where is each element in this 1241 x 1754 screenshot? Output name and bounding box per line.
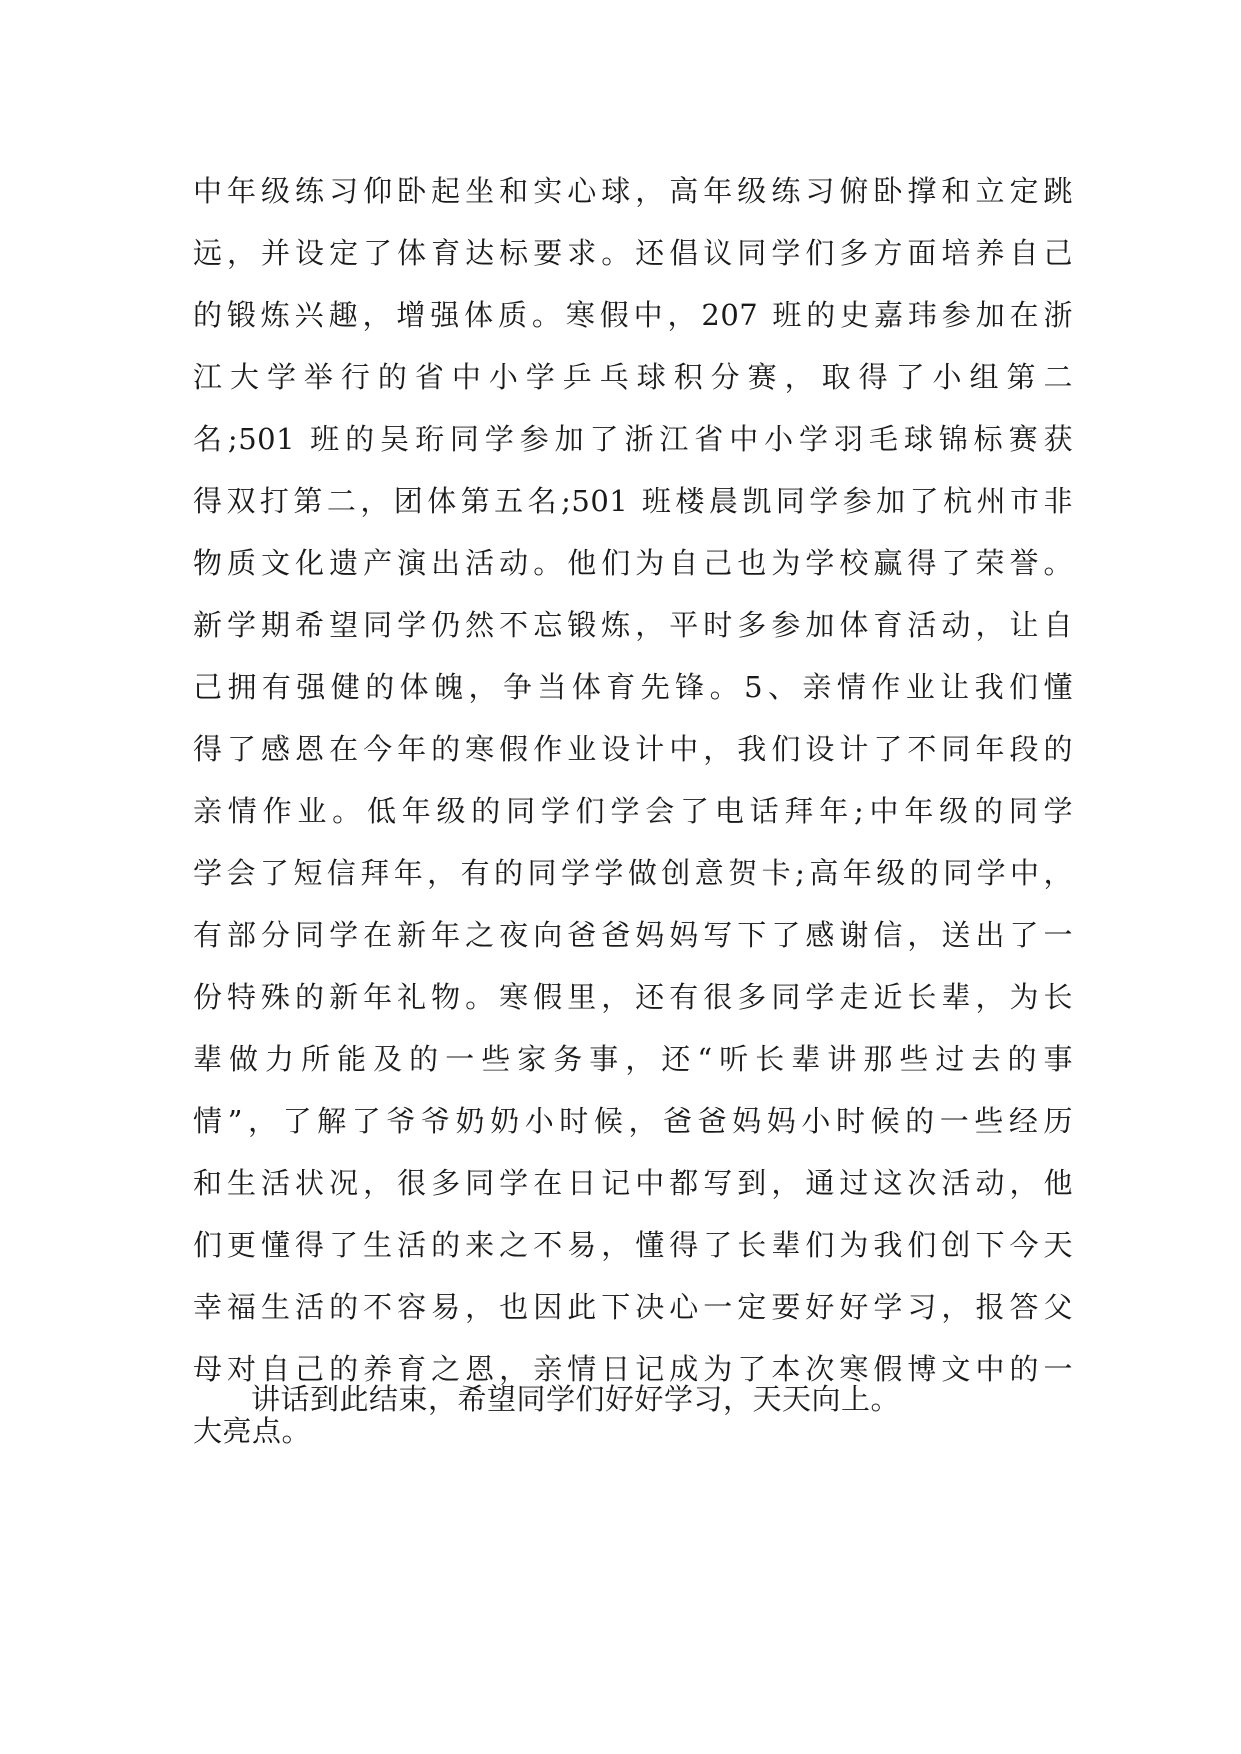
text-line: 有部分同学在新年之夜向爸爸妈妈写下了感谢信，送出了一 bbox=[193, 918, 1073, 952]
text-line: 和生活状况，很多同学在日记中都写到，通过这次活动，他 bbox=[193, 1166, 1073, 1200]
text-line: 幸福生活的不容易，也因此下决心一定要好好学习，报答父 bbox=[193, 1290, 1073, 1324]
text-line: 中年级练习仰卧起坐和实心球，高年级练习俯卧撑和立定跳 bbox=[193, 174, 1073, 208]
text-line: 亲情作业。低年级的同学们学会了电话拜年;中年级的同学 bbox=[193, 794, 1073, 828]
text-line: 远，并设定了体育达标要求。还倡议同学们多方面培养自己 bbox=[193, 236, 1073, 270]
text-line: 物质文化遗产演出活动。他们为自己也为学校赢得了荣誉。 bbox=[193, 546, 1073, 580]
text-line: 得双打第二，团体第五名;501 班楼晨凯同学参加了杭州市非 bbox=[193, 484, 1073, 518]
text-line: 己拥有强健的体魄，争当体育先锋。5、亲情作业让我们懂 bbox=[193, 670, 1073, 704]
text-line: 新学期希望同学仍然不忘锻炼，平时多参加体育活动，让自 bbox=[193, 608, 1073, 642]
text-line: 的锻炼兴趣，增强体质。寒假中，207 班的史嘉玮参加在浙 bbox=[193, 298, 1073, 332]
text-line: 大亮点。 bbox=[193, 1414, 312, 1448]
text-line: 情”，了解了爷爷奶奶小时候，爸爸妈妈小时候的一些经历 bbox=[193, 1104, 1073, 1138]
closing-paragraph: 讲话到此结束，希望同学们好好学习，天天向上。 bbox=[251, 1382, 901, 1416]
text-line: 母对自己的养育之恩，亲情日记成为了本次寒假博文中的一 bbox=[193, 1352, 1073, 1386]
text-line: 们更懂得了生活的来之不易，懂得了长辈们为我们创下今天 bbox=[193, 1228, 1073, 1262]
text-line: 辈做力所能及的一些家务事，还“听长辈讲那些过去的事 bbox=[193, 1042, 1073, 1076]
text-line: 学会了短信拜年，有的同学学做创意贺卡;高年级的同学中， bbox=[193, 856, 1073, 890]
paragraph-body bbox=[193, 160, 1073, 1462]
text-line: 江大学举行的省中小学乒乓球积分赛，取得了小组第二 bbox=[193, 360, 1073, 394]
text-line: 得了感恩在今年的寒假作业设计中，我们设计了不同年段的 bbox=[193, 732, 1073, 766]
text-line: 份特殊的新年礼物。寒假里，还有很多同学走近长辈，为长 bbox=[193, 980, 1073, 1014]
text-line: 名;501 班的吴珩同学参加了浙江省中小学羽毛球锦标赛获 bbox=[193, 422, 1073, 456]
